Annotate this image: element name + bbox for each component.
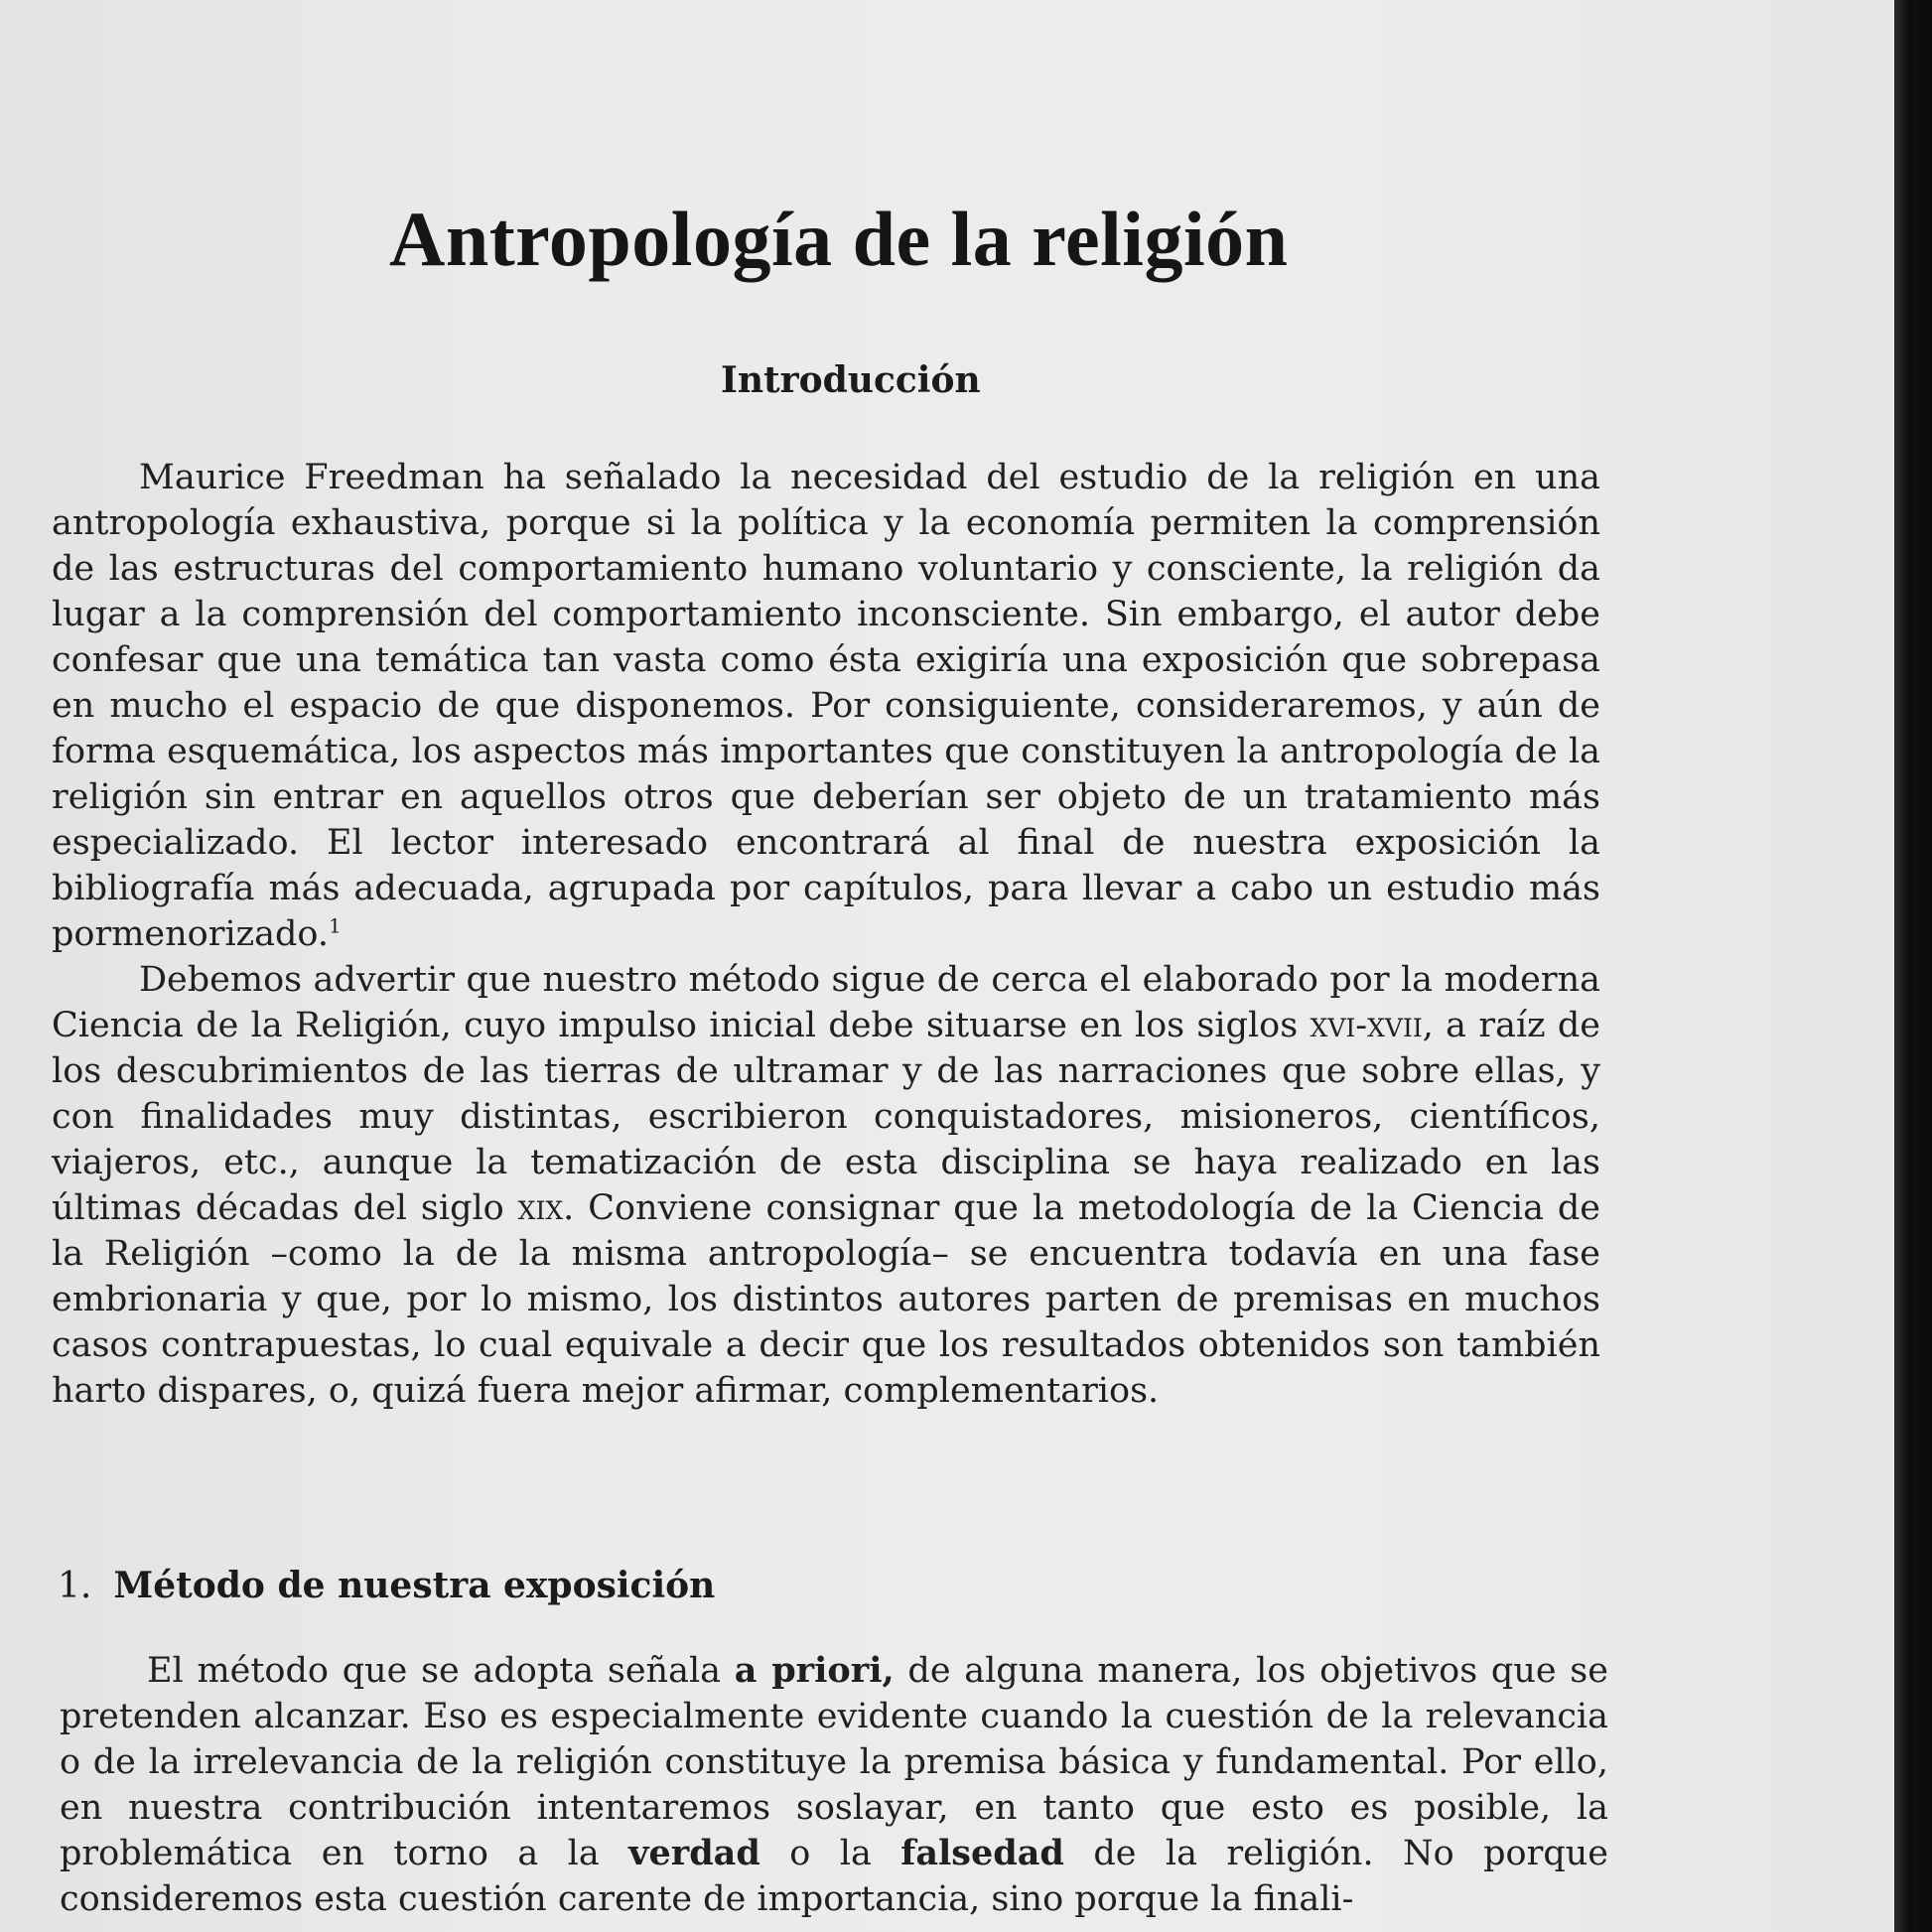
intro-paragraph-1 xyxy=(52,455,1600,957)
emphasis-verdad: verdad xyxy=(628,1833,760,1873)
intro-paragraph-2-text-a: Debemos advertir que nuestro método sigue de cerca el elaborado por la moderna Ciencia de la Religión, cuyo impulso inicial debe situarse en los siglos xyxy=(52,960,1600,1045)
method-text-a: El método que se adopta señala xyxy=(147,1651,735,1691)
centuries-reference: xvi-xvii xyxy=(1310,1006,1423,1045)
intro-paragraph-2 xyxy=(52,957,1600,1414)
emphasis-falsedad: falsedad xyxy=(900,1833,1064,1873)
method-paragraph xyxy=(60,1648,1608,1922)
section-title: Método de nuestra exposición xyxy=(113,1565,716,1606)
introduction-text xyxy=(52,455,1600,1414)
method-text xyxy=(60,1648,1608,1922)
method-text-b: de alguna manera, los objetivos que se pretenden alcanzar. Eso es especialmente evidente cuando la cuestión de la relevancia o de la irrelevancia de la religión constituye la premisa básica y fundamental. Por ello, en nuestra contribución intentaremos soslayar, en tanto que esto es posible, la problemática en torno a la xyxy=(60,1651,1608,1873)
page-edge-shadow xyxy=(1894,0,1932,1932)
century-reference: xix xyxy=(517,1188,564,1228)
intro-paragraph-2-text-b: , a raíz de los descubrimientos de las tierras de ultramar y de las narraciones que sobre ellas, y con finalidades muy distintas, escribieron conquistadores, misioneros, científicos, viajeros, etc., aunque la tematización de esta disciplina se haya realizado en las últimas décadas del siglo xyxy=(52,1006,1601,1228)
section-subtitle: Introducción xyxy=(721,359,981,401)
section-1-heading xyxy=(58,1565,715,1606)
page-title: Antropología de la religión xyxy=(389,196,1289,282)
intro-paragraph-2-text-c: . Conviene consignar que la metodología de la Ciencia de la Religión –como la de la misma antropología– se encuentra todavía en una fase embrionaria y que, por lo mismo, los distintos autores parten de premisas en muchos casos contrapuestas, lo cual equivale a decir que los resultados obtenidos son también harto dispares, o, quizá fuera mejor afirmar, complementarios. xyxy=(52,1188,1600,1411)
method-text-d: de la religión. No porque consideremos esta cuestión carente de importancia, sino porque la finali- xyxy=(60,1834,1609,1919)
footnote-marker: 1 xyxy=(328,913,342,938)
method-text-c: o la xyxy=(759,1834,901,1873)
intro-paragraph-1-text: Maurice Freedman ha señalado la necesidad del estudio de la religión en una antropología exhaustiva, porque si la política y la economía permiten la comprensión de las estructuras del comportamiento humano voluntario y consciente, la religión da lugar a la comprensión del comportamiento inconsciente. Sin embargo, el autor debe confesar que una temática tan vasta como ésta exigiría una exposición que sobrepasa en mucho el espacio de que disponemos. Por consiguiente, consideraremos, y aún de forma esquemática, los aspectos más importantes que constituyen la antropología de la religión sin entrar en aquellos otros que deberían ser objeto de un tratamiento más especializado. El lector interesado encontrará al final de nuestra exposición la bibliografía más adecuada, agrupada por capítulos, para llevar a cabo un estudio más pormenorizado. xyxy=(52,458,1600,954)
section-number: 1. xyxy=(58,1566,92,1606)
emphasis-a-priori: a priori, xyxy=(734,1650,895,1691)
